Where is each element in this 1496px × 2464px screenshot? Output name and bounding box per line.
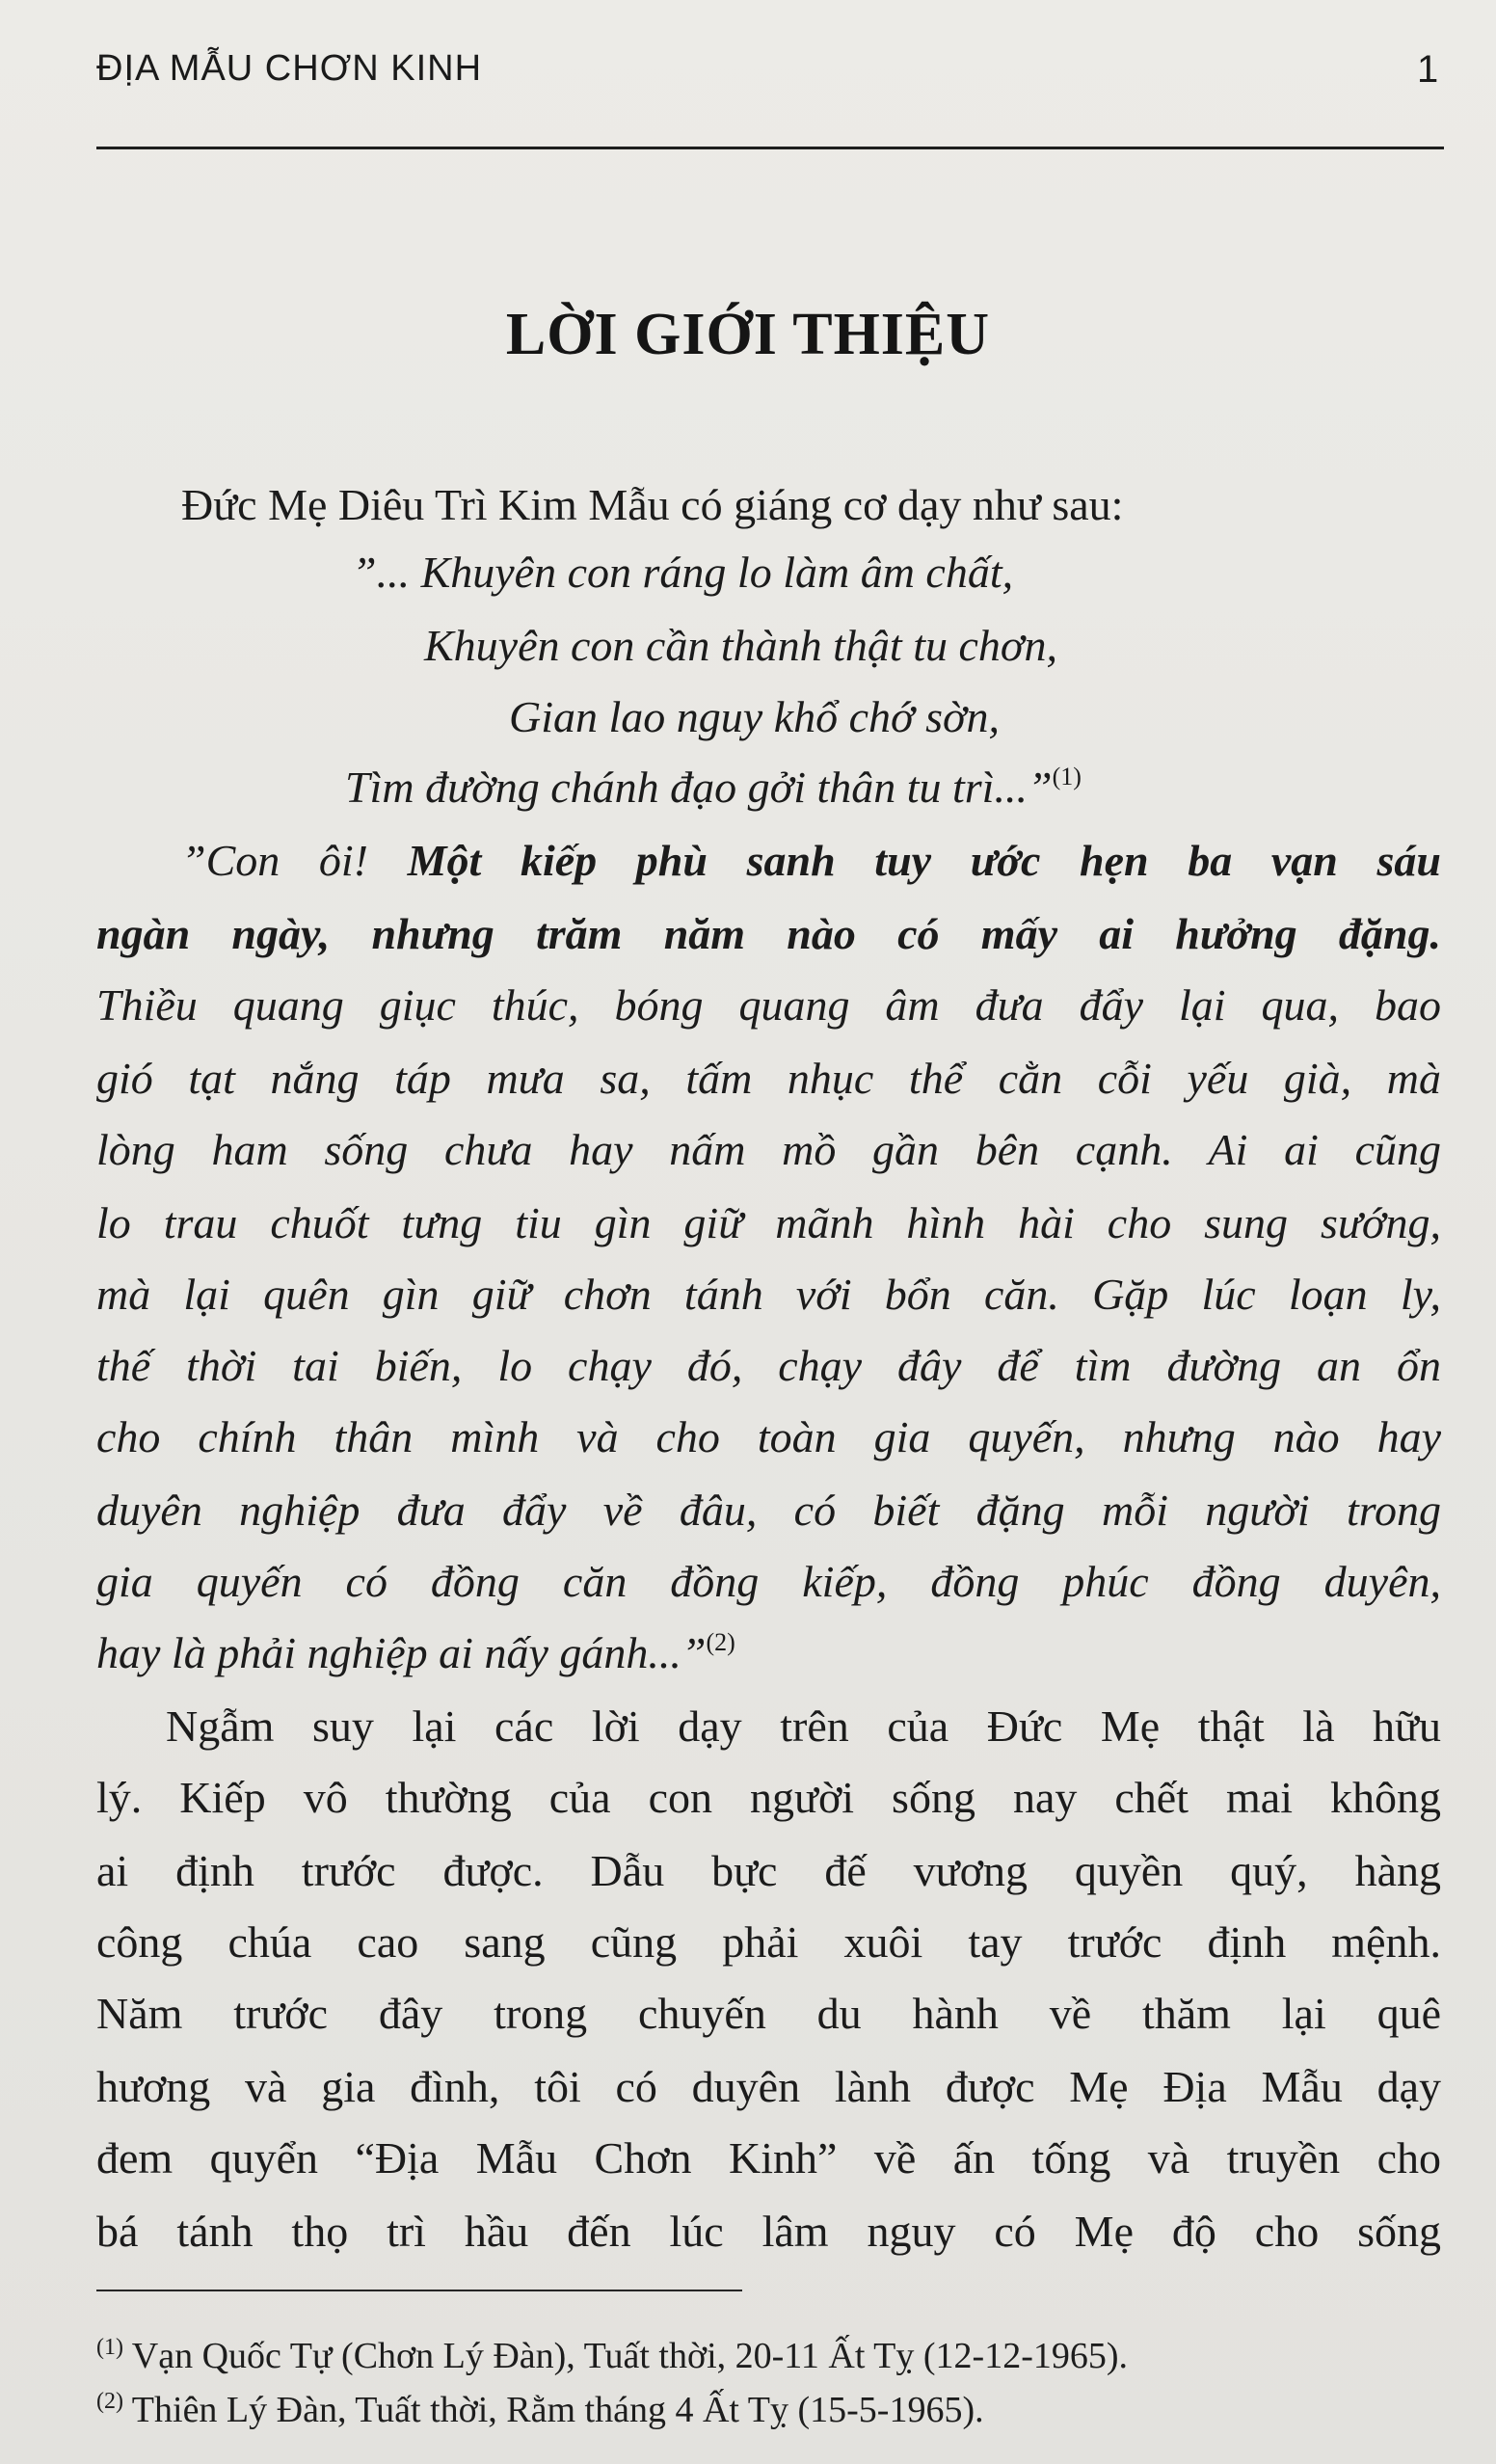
footnote-1-mark: (1) [96, 2335, 123, 2360]
footnote-1 [96, 2335, 1128, 2377]
poem-line-4 [345, 762, 1082, 813]
body-line-6: hương và gia đình, tôi có duyên lành được Mẹ Địa Mẫu dạy [96, 2062, 1441, 2111]
body-line-5: Năm trước đây trong chuyến du hành về thăm lại quê [96, 1989, 1441, 2038]
body-line-8: bá tánh thọ trì hầu đến lúc lâm nguy có Mẹ độ cho sống [96, 2207, 1441, 2256]
footnote-2 [96, 2389, 984, 2431]
quote-line-2: ngàn ngày, nhưng trăm năm nào có mấy ai hưởng đặng. [96, 909, 1441, 958]
intro-line: Đức Mẹ Diêu Trì Kim Mẫu có giáng cơ dạy như sau: [181, 480, 1124, 529]
footnote-2-mark: (2) [96, 2389, 123, 2414]
body-line-2: lý. Kiếp vô thường của con người sống nay chết mai không [96, 1773, 1441, 1822]
quote-line-8: thế thời tai biến, lo chạy đó, chạy đây để tìm đường an ổn [96, 1341, 1441, 1390]
quote-bold-1: Một kiếp phù sanh tuy ước hẹn ba vạn sáu [407, 836, 1441, 885]
footnote-ref-1: (1) [1052, 763, 1082, 790]
quote-line-4: gió tạt nắng táp mưa sa, tấm nhục thể cằn cỗi yếu già, mà [96, 1054, 1441, 1103]
quote-line-10: duyên nghiệp đưa đẩy về đâu, có biết đặng mỗi người trong [96, 1486, 1441, 1535]
page-title: LỜI GIỚI THIỆU [505, 302, 991, 367]
quote-line-9: cho chính thân mình và cho toàn gia quyến, nhưng nào hay [96, 1412, 1441, 1461]
quote-line-6: lo trau chuốt tưng tiu gìn giữ mãnh hình hài cho sung sướng, [96, 1198, 1441, 1247]
body-line-7: đem quyển “Địa Mẫu Chơn Kinh” về ấn tống và truyền cho [96, 2133, 1441, 2183]
footnote-1-text: Vạn Quốc Tự (Chơn Lý Đàn), Tuất thời, 20-11 Ất Tỵ (12-12-1965). [122, 2336, 1129, 2376]
quote-line-12 [96, 1627, 735, 1678]
footnote-ref-2: (2) [706, 1628, 735, 1656]
body-line-1: Ngẫm suy lại các lời dạy trên của Đức Mẹ thật là hữu [166, 1701, 1441, 1751]
header-rule [96, 147, 1444, 149]
running-title: ĐỊA MẪU CHƠN KINH [96, 48, 483, 89]
body-line-3: ai định trước được. Dẫu bực đế vương quyền quý, hàng [96, 1846, 1441, 1895]
quote-line-3: Thiều quang giục thúc, bóng quang âm đưa đẩy lại qua, bao [96, 980, 1441, 1030]
poem-line-1: ”... Khuyên con ráng lo làm âm chất, [352, 548, 1014, 597]
quote-line-7: mà lại quên gìn giữ chơn tánh với bổn căn. Gặp lúc loạn ly, [96, 1270, 1441, 1319]
poem-line-2: Khuyên con cần thành thật tu chơn, [424, 621, 1057, 670]
poem-line-3: Gian lao nguy khổ chớ sờn, [509, 692, 1001, 741]
quote-line-1 [181, 835, 1441, 886]
quote-line-11: gia quyến có đồng căn đồng kiếp, đồng phúc đồng duyên, [96, 1557, 1441, 1606]
quote-opening: ”Con ôi! [181, 836, 408, 885]
footnote-rule [96, 2290, 742, 2291]
quote-line-5: lòng ham sống chưa hay nấm mồ gần bên cạnh. Ai ai cũng [96, 1125, 1441, 1174]
page-number: 1 [1417, 48, 1439, 91]
footnote-2-text: Thiên Lý Đàn, Tuất thời, Rằm tháng 4 Ất Tỵ (15-5-1965). [122, 2390, 984, 2430]
body-line-4: công chúa cao sang cũng phải xuôi tay trước định mệnh. [96, 1917, 1441, 1967]
poem-line-4-text: Tìm đường chánh đạo gởi thân tu trì...” [345, 763, 1053, 812]
quote-last-text: hay là phải nghiệp ai nấy gánh...” [96, 1628, 707, 1677]
